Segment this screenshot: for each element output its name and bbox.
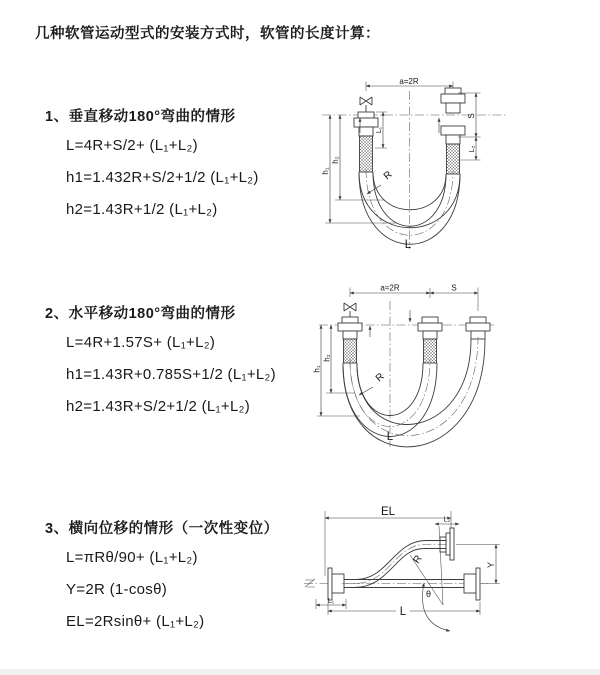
dimension-span-2r xyxy=(366,77,453,91)
hose-fitting-right xyxy=(466,317,490,339)
section-2-formula-h2: h2=1.43R+S/2+1/2 (L₁+L₂) xyxy=(66,398,251,415)
pipe-break-symbol xyxy=(305,579,315,587)
section-2-formula-L: L=4R+1.57S+ (L₁+L₂) xyxy=(66,334,216,351)
dimension-stroke-s xyxy=(430,284,478,312)
h1-label: h₁ xyxy=(312,365,322,373)
hose-fitting-right-upper xyxy=(441,88,465,113)
centerlines xyxy=(322,91,506,249)
angle-callout xyxy=(422,583,450,631)
end-right-label: L₂ xyxy=(443,516,451,524)
dimension-span-2r xyxy=(350,284,430,299)
length-label: L xyxy=(404,239,412,251)
length-label: L xyxy=(386,431,394,443)
radius-callout xyxy=(367,169,394,194)
radius-label: R xyxy=(373,371,387,385)
radius-callout xyxy=(359,371,386,395)
radius-label: R xyxy=(411,553,425,566)
flange-upper-right xyxy=(440,528,454,560)
span-label: a=2R xyxy=(380,283,400,293)
span-label: a=2R xyxy=(399,77,419,86)
section-3-heading: 3、横向位移的情形（一次性变位） xyxy=(45,521,279,537)
dimension-end-right xyxy=(435,517,459,525)
stroke-label: S xyxy=(467,113,476,119)
section-1-formula-L: L=4R+S/2+ (L₁+L₂) xyxy=(66,137,198,154)
length-label: L xyxy=(399,606,407,618)
angle-label: θ xyxy=(426,589,432,599)
dimension-h1 xyxy=(321,115,396,223)
dimension-end-left xyxy=(316,598,346,609)
h2-label: h₂ xyxy=(331,156,340,164)
section-1-heading: 1、垂直移动180°弯曲的情形 xyxy=(45,109,236,125)
diagram-horizontal-180-bend xyxy=(308,281,570,467)
hose-fitting-left xyxy=(338,317,362,363)
dimension-el xyxy=(325,506,451,576)
flange-left xyxy=(328,568,344,600)
end-left-label: L₁ xyxy=(327,598,335,605)
dimension-end-left xyxy=(375,112,387,148)
hose-s-curve xyxy=(342,541,450,588)
stroke-label: S xyxy=(451,283,457,293)
dimension-end-right xyxy=(460,137,481,160)
section-3-formula-EL: EL=2Rsinθ+ (L₁+L₂) xyxy=(66,613,205,630)
end-left-label: L₁ xyxy=(376,126,383,134)
end-right-label: L₂ xyxy=(469,145,476,153)
section-2-heading: 2、水平移动180°弯曲的情形 xyxy=(45,306,236,322)
h2-label: h₂ xyxy=(322,354,332,362)
page-bottom-edge xyxy=(0,669,600,675)
dimension-length xyxy=(328,602,480,618)
el-label: EL xyxy=(380,506,396,518)
radius-label: R xyxy=(381,169,395,183)
section-3-formula-L: L=πRθ/90+ (L₁+L₂) xyxy=(66,549,198,566)
hose-fitting-right-lower xyxy=(441,126,465,174)
flange-right xyxy=(464,568,480,600)
hose-fitting-middle xyxy=(418,317,442,363)
diagram-lateral-displacement xyxy=(298,498,600,658)
hose-fitting-left xyxy=(354,112,378,172)
section-2-formula-h1: h1=1.43R+0.785S+1/2 (L₁+L₂) xyxy=(66,366,276,383)
diagram-vertical-180-bend xyxy=(308,76,570,258)
page-title: 几种软管运动型式的安装方式时，软管的长度计算： xyxy=(35,26,380,42)
valve-icon xyxy=(344,303,356,317)
offset-label: Y xyxy=(486,561,496,569)
section-3-formula-Y: Y=2R (1-cosθ) xyxy=(66,581,168,598)
section-1-formula-h2: h2=1.43R+1/2 (L₁+L₂) xyxy=(66,201,218,218)
section-1-formula-h1: h1=1.432R+S/2+1/2 (L₁+L₂) xyxy=(66,169,259,186)
h1-label: h₁ xyxy=(321,167,330,175)
valve-icon xyxy=(360,97,372,112)
